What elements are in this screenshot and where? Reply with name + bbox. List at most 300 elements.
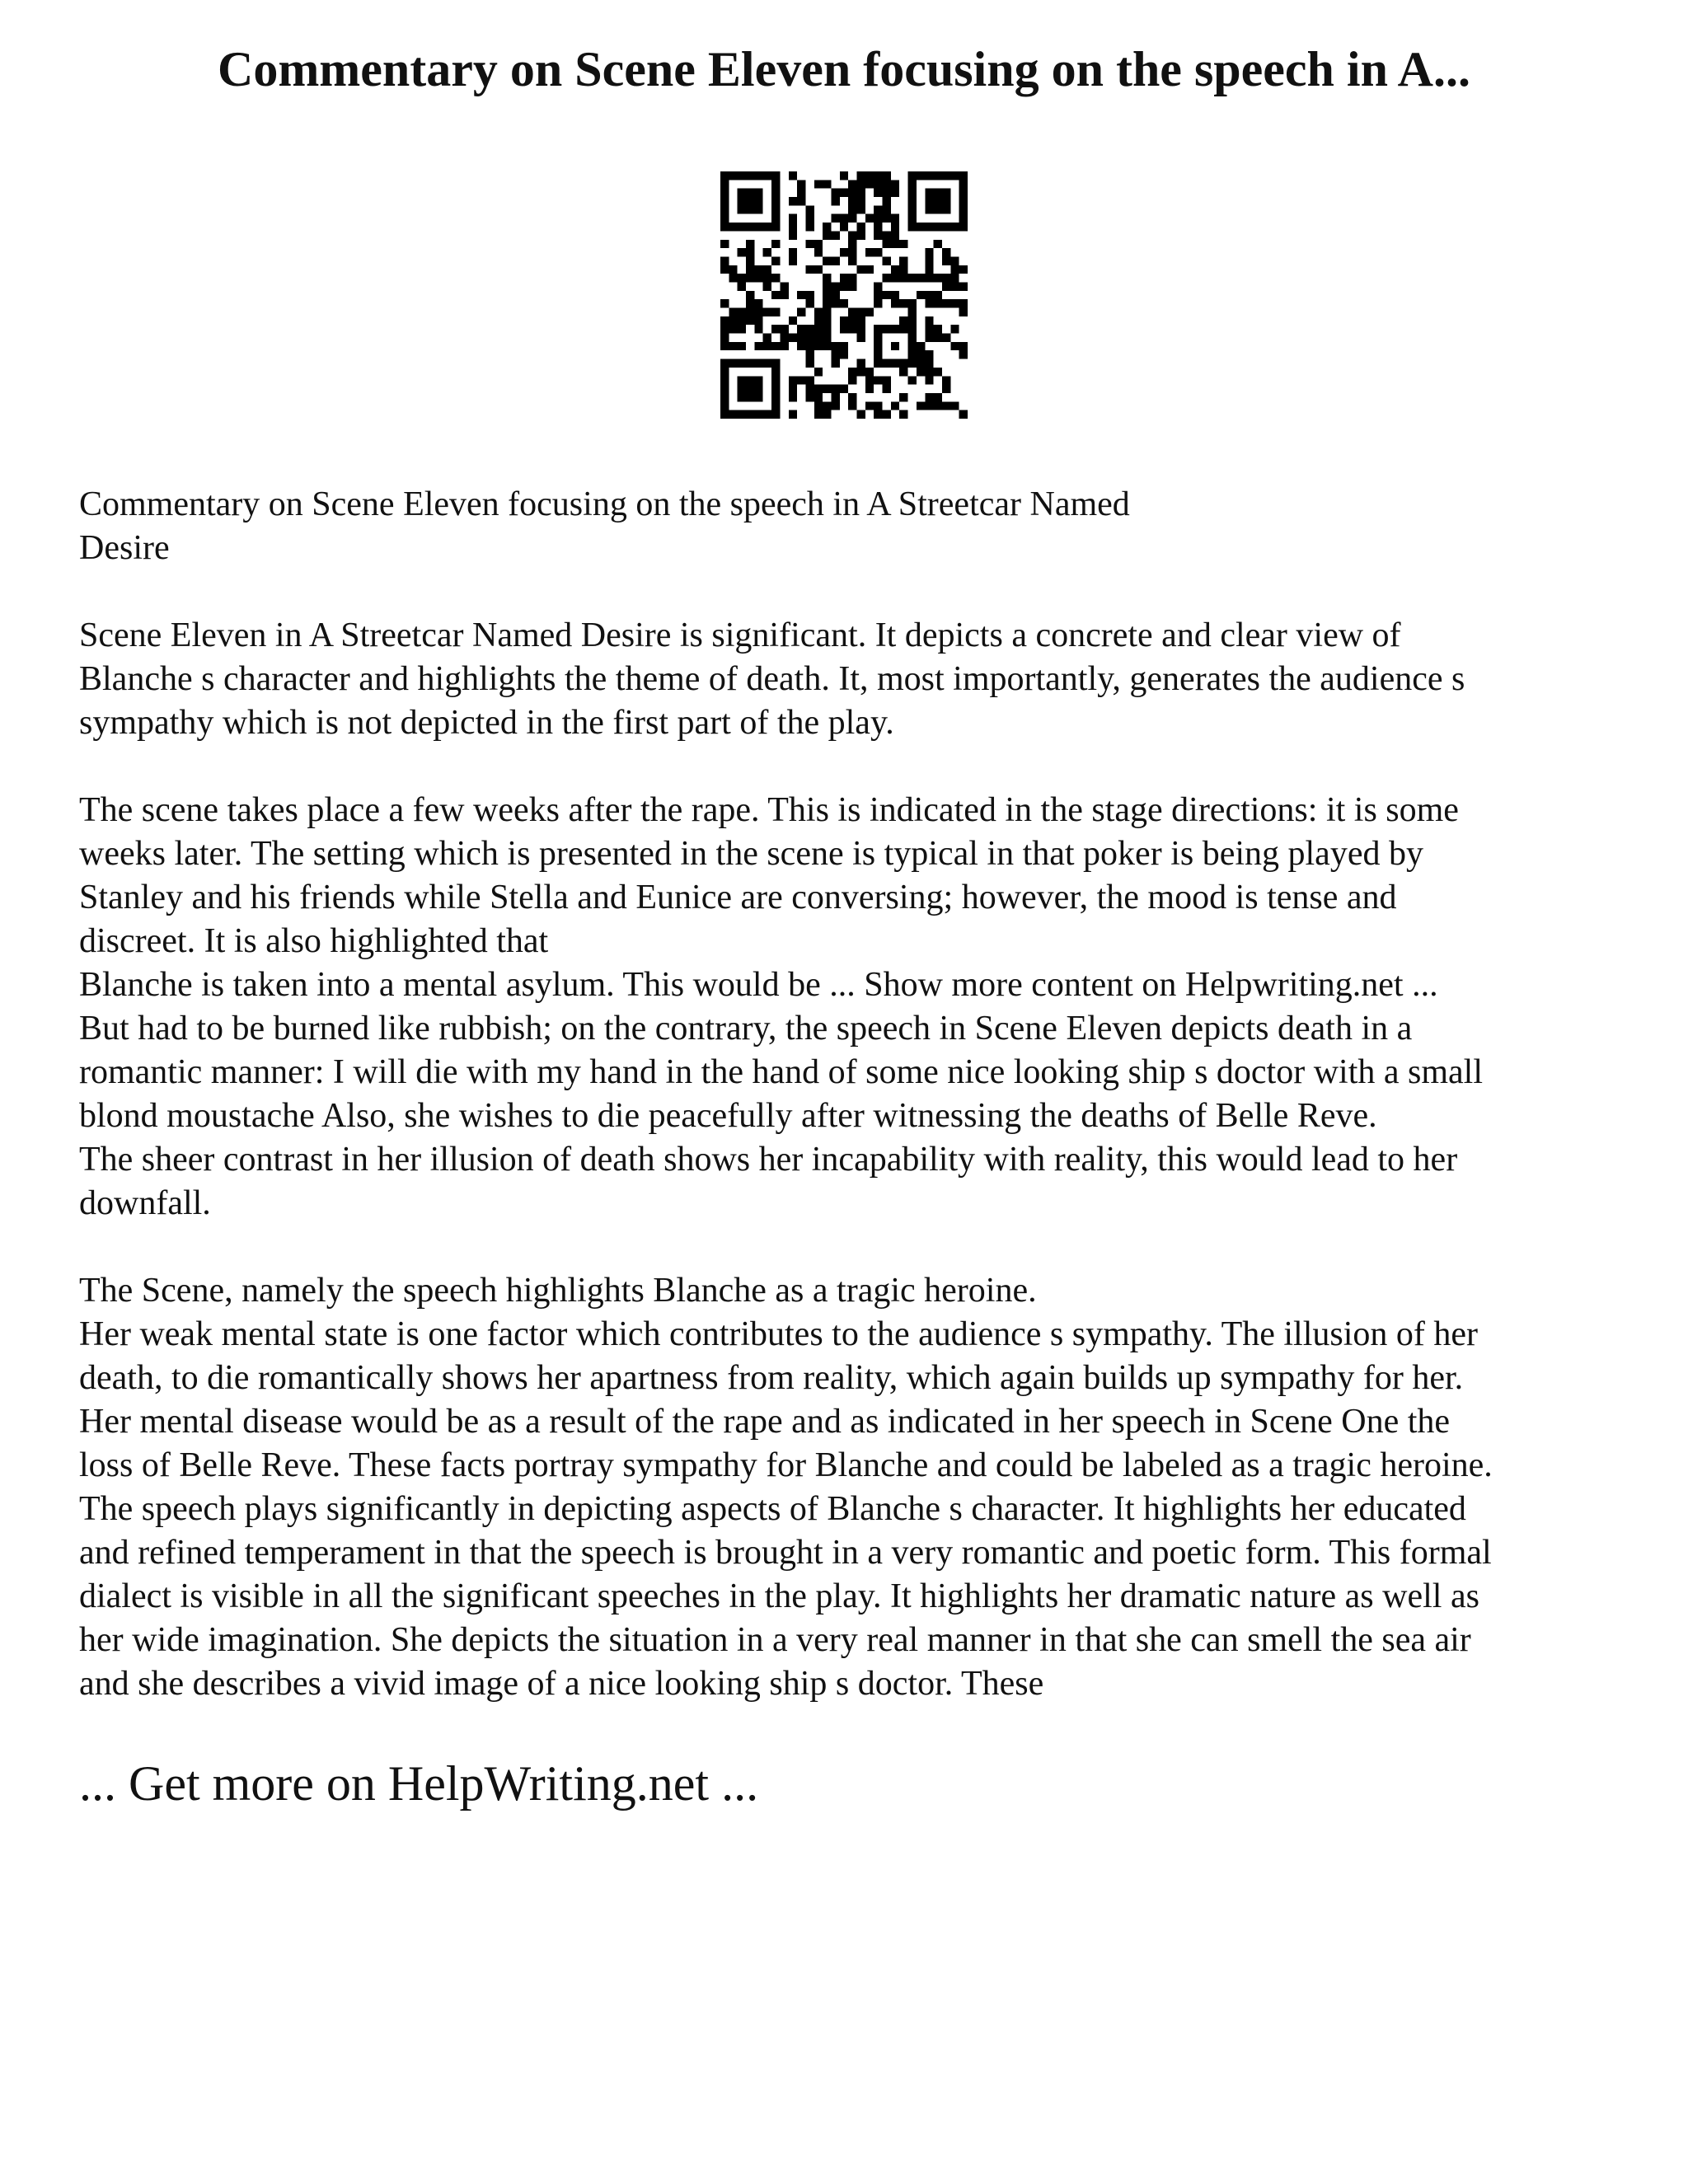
qr-module [823, 223, 831, 231]
qr-module [805, 265, 814, 274]
qr-module [814, 410, 823, 419]
qr-module [754, 274, 762, 282]
qr-module [805, 240, 814, 248]
qr-module [874, 223, 882, 231]
qr-module [720, 240, 729, 248]
qr-module [763, 223, 771, 231]
qr-module [908, 334, 917, 342]
qr-module [942, 401, 950, 410]
qr-module [917, 368, 925, 376]
qr-module [771, 274, 780, 282]
qr-module [754, 359, 762, 368]
qr-module [797, 325, 805, 333]
qr-module [942, 189, 950, 197]
qr-module [934, 205, 942, 213]
qr-module [831, 350, 839, 359]
qr-module [899, 368, 907, 376]
qr-module [848, 180, 856, 188]
qr-module [763, 248, 771, 256]
qr-module [720, 265, 729, 274]
qr-module [814, 248, 823, 256]
qr-module [908, 342, 917, 350]
qr-module [789, 376, 797, 384]
qr-module [789, 316, 797, 325]
qr-module [934, 223, 942, 231]
qr-module [908, 299, 917, 307]
qr-module [789, 393, 797, 401]
qr-module [780, 325, 788, 333]
qr-module [917, 359, 925, 368]
text-line: Her mental disease would be as a result of the rape and as indicated in her speech in Scene One the [79, 1403, 1451, 1441]
text-line: Stanley and his friends while Stella and Eunice are conversing; however, the mood is tense and [79, 879, 1397, 916]
qr-module [771, 223, 780, 231]
text-line: The speech plays significantly in depicting aspects of Blanche s character. It highlights her educated [79, 1490, 1466, 1528]
qr-module [771, 180, 780, 188]
qr-module [814, 308, 823, 316]
qr-module [771, 256, 780, 265]
qr-module [746, 274, 754, 282]
qr-module [942, 385, 950, 393]
qr-module [720, 342, 729, 350]
qr-module [720, 401, 729, 410]
qr-module [789, 197, 797, 205]
qr-module [908, 197, 917, 205]
qr-module [883, 205, 891, 213]
qr-module [763, 308, 771, 316]
qr-module [746, 248, 754, 256]
qr-module [925, 256, 933, 265]
qr-module [857, 223, 865, 231]
qr-module [874, 291, 882, 299]
qr-module [738, 197, 746, 205]
qr-module [950, 265, 959, 274]
qr-module [738, 205, 746, 213]
qr-module [917, 401, 925, 410]
qr-module [729, 308, 737, 316]
qr-module [720, 334, 729, 342]
qr-module [720, 385, 729, 393]
qr-module [789, 223, 797, 231]
qr-module [823, 342, 831, 350]
qr-module [754, 223, 762, 231]
qr-module [950, 274, 959, 282]
qr-module [848, 248, 856, 256]
qr-module [848, 325, 856, 333]
qr-module [874, 359, 882, 368]
qr-module [746, 291, 754, 299]
qr-module [805, 393, 814, 401]
qr-module [805, 325, 814, 333]
qr-module [874, 171, 882, 180]
qr-module [848, 231, 856, 239]
get-more-link[interactable]: ... Get more on HelpWriting.net ... [79, 1756, 759, 1811]
qr-module [831, 342, 839, 350]
qr-module [891, 231, 899, 239]
qr-module [908, 316, 917, 325]
qr-module [797, 308, 805, 316]
qr-module [942, 299, 950, 307]
qr-module [831, 299, 839, 307]
paragraph-gap [79, 570, 1629, 614]
text-line: Her weak mental state is one factor which contributes to the audience s sympathy. The illusion of her [79, 1315, 1479, 1353]
qr-module [763, 282, 771, 290]
qr-module [883, 325, 891, 333]
qr-module [789, 231, 797, 239]
qr-module [899, 359, 907, 368]
qr-module [831, 393, 839, 401]
qr-module [865, 180, 874, 188]
text-line: weeks later. The setting which is presented in the scene is typical in that poker is being played by [79, 835, 1423, 873]
qr-module [874, 401, 882, 410]
qr-module [831, 189, 839, 197]
qr-module [908, 223, 917, 231]
qr-module [874, 189, 882, 197]
qr-module [899, 256, 907, 265]
qr-module [789, 334, 797, 342]
qr-module [738, 316, 746, 325]
qr-module [899, 393, 907, 401]
qr-module [746, 376, 754, 384]
qr-module [848, 205, 856, 213]
qr-module [874, 299, 882, 307]
qr-module [899, 274, 907, 282]
qr-module [950, 401, 959, 410]
qr-module [942, 205, 950, 213]
qr-module [848, 316, 856, 325]
text-line: death, to die romantically shows her apartness from reality, which again builds up sympathy for her. [79, 1359, 1464, 1397]
qr-module [934, 197, 942, 205]
qr-module [891, 401, 899, 410]
qr-module [738, 248, 746, 256]
qr-module [823, 299, 831, 307]
qr-module [823, 385, 831, 393]
qr-module [789, 256, 797, 265]
qr-module [950, 282, 959, 290]
qr-module [746, 256, 754, 265]
qr-module [823, 282, 831, 290]
qr-module [754, 342, 762, 350]
qr-module [823, 316, 831, 325]
qr-module [950, 325, 959, 333]
qr-module [831, 197, 839, 205]
qr-module [814, 368, 823, 376]
qr-module [925, 299, 933, 307]
paragraph-3 [79, 1269, 1629, 1706]
qr-module [874, 376, 882, 384]
document-body [79, 483, 1629, 1706]
text-line: romantic manner: I will die with my hand in the hand of some nice looking ship s doctor with a small [79, 1053, 1484, 1091]
qr-module [746, 223, 754, 231]
qr-module [763, 410, 771, 419]
qr-module [959, 308, 968, 316]
qr-module [959, 265, 968, 274]
qr-module [848, 256, 856, 265]
qr-module [917, 223, 925, 231]
qr-module [883, 197, 891, 205]
qr-module [865, 368, 874, 376]
qr-module [805, 291, 814, 299]
qr-module [848, 189, 856, 197]
qr-module [814, 180, 823, 188]
qr-module [738, 223, 746, 231]
qr-module [891, 274, 899, 282]
qr-module [754, 325, 762, 333]
qr-module [925, 401, 933, 410]
qr-module [883, 189, 891, 197]
qr-module [738, 171, 746, 180]
qr-module [857, 205, 865, 213]
qr-module [959, 171, 968, 180]
qr-module [840, 325, 848, 333]
qr-module [746, 308, 754, 316]
qr-module [848, 376, 856, 384]
qr-module [814, 393, 823, 401]
qr-module [908, 325, 917, 333]
qr-module [840, 189, 848, 197]
qr-module [840, 342, 848, 350]
qr-module [831, 291, 839, 299]
heading-line: Commentary on Scene Eleven focusing on the speech in A Streetcar Named [79, 485, 1130, 523]
qr-module [840, 274, 848, 282]
qr-module [959, 342, 968, 350]
qr-module [899, 240, 907, 248]
qr-module [874, 214, 882, 223]
qr-module [865, 214, 874, 223]
qr-module [959, 214, 968, 223]
qr-module [729, 325, 737, 333]
text-line: Blanche s character and highlights the theme of death. It, most importantly, generates the audience s [79, 660, 1465, 698]
qr-module [942, 248, 950, 256]
qr-code-icon [720, 171, 968, 419]
qr-module [874, 342, 882, 350]
qr-module [780, 291, 788, 299]
text-line: The scene takes place a few weeks after the rape. This is indicated in the stage directions: it is some [79, 791, 1459, 829]
qr-module [840, 316, 848, 325]
qr-module [720, 205, 729, 213]
qr-module [899, 265, 907, 274]
qr-module [729, 359, 737, 368]
qr-module [857, 334, 865, 342]
qr-module [720, 316, 729, 325]
qr-module [805, 205, 814, 213]
qr-module [805, 350, 814, 359]
qr-module [754, 376, 762, 384]
qr-module [823, 256, 831, 265]
qr-module [797, 342, 805, 350]
qr-module [874, 410, 882, 419]
qr-module [891, 189, 899, 197]
paragraph-gap [79, 745, 1629, 789]
qr-module [746, 205, 754, 213]
qr-module [840, 214, 848, 223]
qr-module [917, 291, 925, 299]
text-line: loss of Belle Reve. These facts portray sympathy for Blanche and could be labeled as a tragic heroine. [79, 1446, 1493, 1484]
qr-module [814, 265, 823, 274]
qr-module [942, 334, 950, 342]
qr-module [720, 180, 729, 188]
qr-module [823, 401, 831, 410]
qr-module [771, 197, 780, 205]
qr-module [840, 223, 848, 231]
qr-module [805, 376, 814, 384]
qr-module [771, 376, 780, 384]
qr-module [883, 376, 891, 384]
qr-module [831, 359, 839, 368]
qr-module [891, 325, 899, 333]
qr-module [874, 282, 882, 290]
document-heading [79, 483, 1629, 570]
qr-module [771, 359, 780, 368]
qr-module [814, 342, 823, 350]
qr-module [934, 291, 942, 299]
qr-module [857, 359, 865, 368]
qr-module [797, 189, 805, 197]
qr-module [754, 205, 762, 213]
qr-module [720, 223, 729, 231]
qr-module [908, 214, 917, 223]
qr-module [789, 385, 797, 393]
qr-module [865, 248, 874, 256]
qr-module [857, 325, 865, 333]
qr-module [925, 248, 933, 256]
qr-module [738, 342, 746, 350]
qr-module [763, 265, 771, 274]
qr-module [746, 189, 754, 197]
qr-module [857, 316, 865, 325]
qr-module [865, 376, 874, 384]
qr-module [720, 368, 729, 376]
text-line: her wide imagination. She depicts the situation in a very real manner in that she can smell the sea air [79, 1621, 1471, 1659]
qr-module [959, 205, 968, 213]
text-line: The Scene, namely the speech highlights Blanche as a tragic heroine. [79, 1272, 1037, 1310]
qr-module [738, 274, 746, 282]
qr-module [746, 265, 754, 274]
qr-module [754, 189, 762, 197]
qr-module [857, 171, 865, 180]
qr-module [925, 197, 933, 205]
text-line: sympathy which is not depicted in the first part of the play. [79, 704, 894, 742]
qr-module [934, 393, 942, 401]
qr-module [814, 385, 823, 393]
qr-module [942, 197, 950, 205]
qr-module [814, 401, 823, 410]
qr-module [738, 410, 746, 419]
qr-module [908, 359, 917, 368]
qr-module [738, 359, 746, 368]
qr-module [746, 385, 754, 393]
qr-module [738, 282, 746, 290]
qr-module [763, 274, 771, 282]
qr-module [891, 265, 899, 274]
paragraph-2 [79, 789, 1629, 1226]
qr-module [831, 231, 839, 239]
qr-module [754, 316, 762, 325]
qr-module [746, 359, 754, 368]
qr-module [720, 299, 729, 307]
qr-module [848, 393, 856, 401]
qr-module [925, 368, 933, 376]
qr-module [805, 334, 814, 342]
qr-module [874, 248, 882, 256]
text-line: and she describes a vivid image of a nice looking ship s doctor. These [79, 1665, 1044, 1703]
qr-module [874, 325, 882, 333]
qr-module [746, 316, 754, 325]
qr-module [874, 231, 882, 239]
qr-module [874, 334, 882, 342]
qr-module [934, 325, 942, 333]
qr-module [865, 385, 874, 393]
qr-module [917, 342, 925, 350]
qr-module [891, 359, 899, 368]
qr-module [848, 401, 856, 410]
qr-module [720, 214, 729, 223]
text-line: downfall. [79, 1184, 211, 1222]
qr-module [771, 205, 780, 213]
qr-module [729, 410, 737, 419]
qr-module [754, 410, 762, 419]
qr-module [925, 359, 933, 368]
qr-module [857, 180, 865, 188]
qr-module [789, 171, 797, 180]
qr-module [934, 401, 942, 410]
qr-module [720, 376, 729, 384]
qr-module [934, 368, 942, 376]
qr-module [763, 342, 771, 350]
qr-module [754, 393, 762, 401]
qr-module [883, 274, 891, 282]
paragraph-gap [79, 1226, 1629, 1269]
qr-module [754, 299, 762, 307]
qr-module [899, 325, 907, 333]
qr-module [771, 214, 780, 223]
qr-module [942, 274, 950, 282]
qr-module [754, 197, 762, 205]
qr-module [934, 240, 942, 248]
qr-module [857, 265, 865, 274]
paragraph-1 [79, 614, 1629, 745]
qr-module [729, 342, 737, 350]
qr-module [883, 171, 891, 180]
qr-module [771, 171, 780, 180]
qr-module [840, 299, 848, 307]
qr-module [925, 171, 933, 180]
qr-module [720, 359, 729, 368]
qr-module [720, 197, 729, 205]
qr-module [823, 231, 831, 239]
qr-module [840, 248, 848, 256]
qr-module [797, 291, 805, 299]
qr-module [925, 223, 933, 231]
qr-module [720, 189, 729, 197]
qr-module [805, 223, 814, 231]
qr-module [831, 214, 839, 223]
qr-module [771, 410, 780, 419]
qr-module [925, 376, 933, 384]
qr-module [746, 393, 754, 401]
qr-module [959, 197, 968, 205]
qr-module [738, 376, 746, 384]
qr-module [891, 299, 899, 307]
qr-module [908, 171, 917, 180]
qr-module [840, 171, 848, 180]
qr-module [789, 214, 797, 223]
qr-module [771, 291, 780, 299]
qr-module [908, 180, 917, 188]
qr-module [891, 223, 899, 231]
qr-module [840, 282, 848, 290]
qr-module [771, 385, 780, 393]
qr-module [942, 171, 950, 180]
